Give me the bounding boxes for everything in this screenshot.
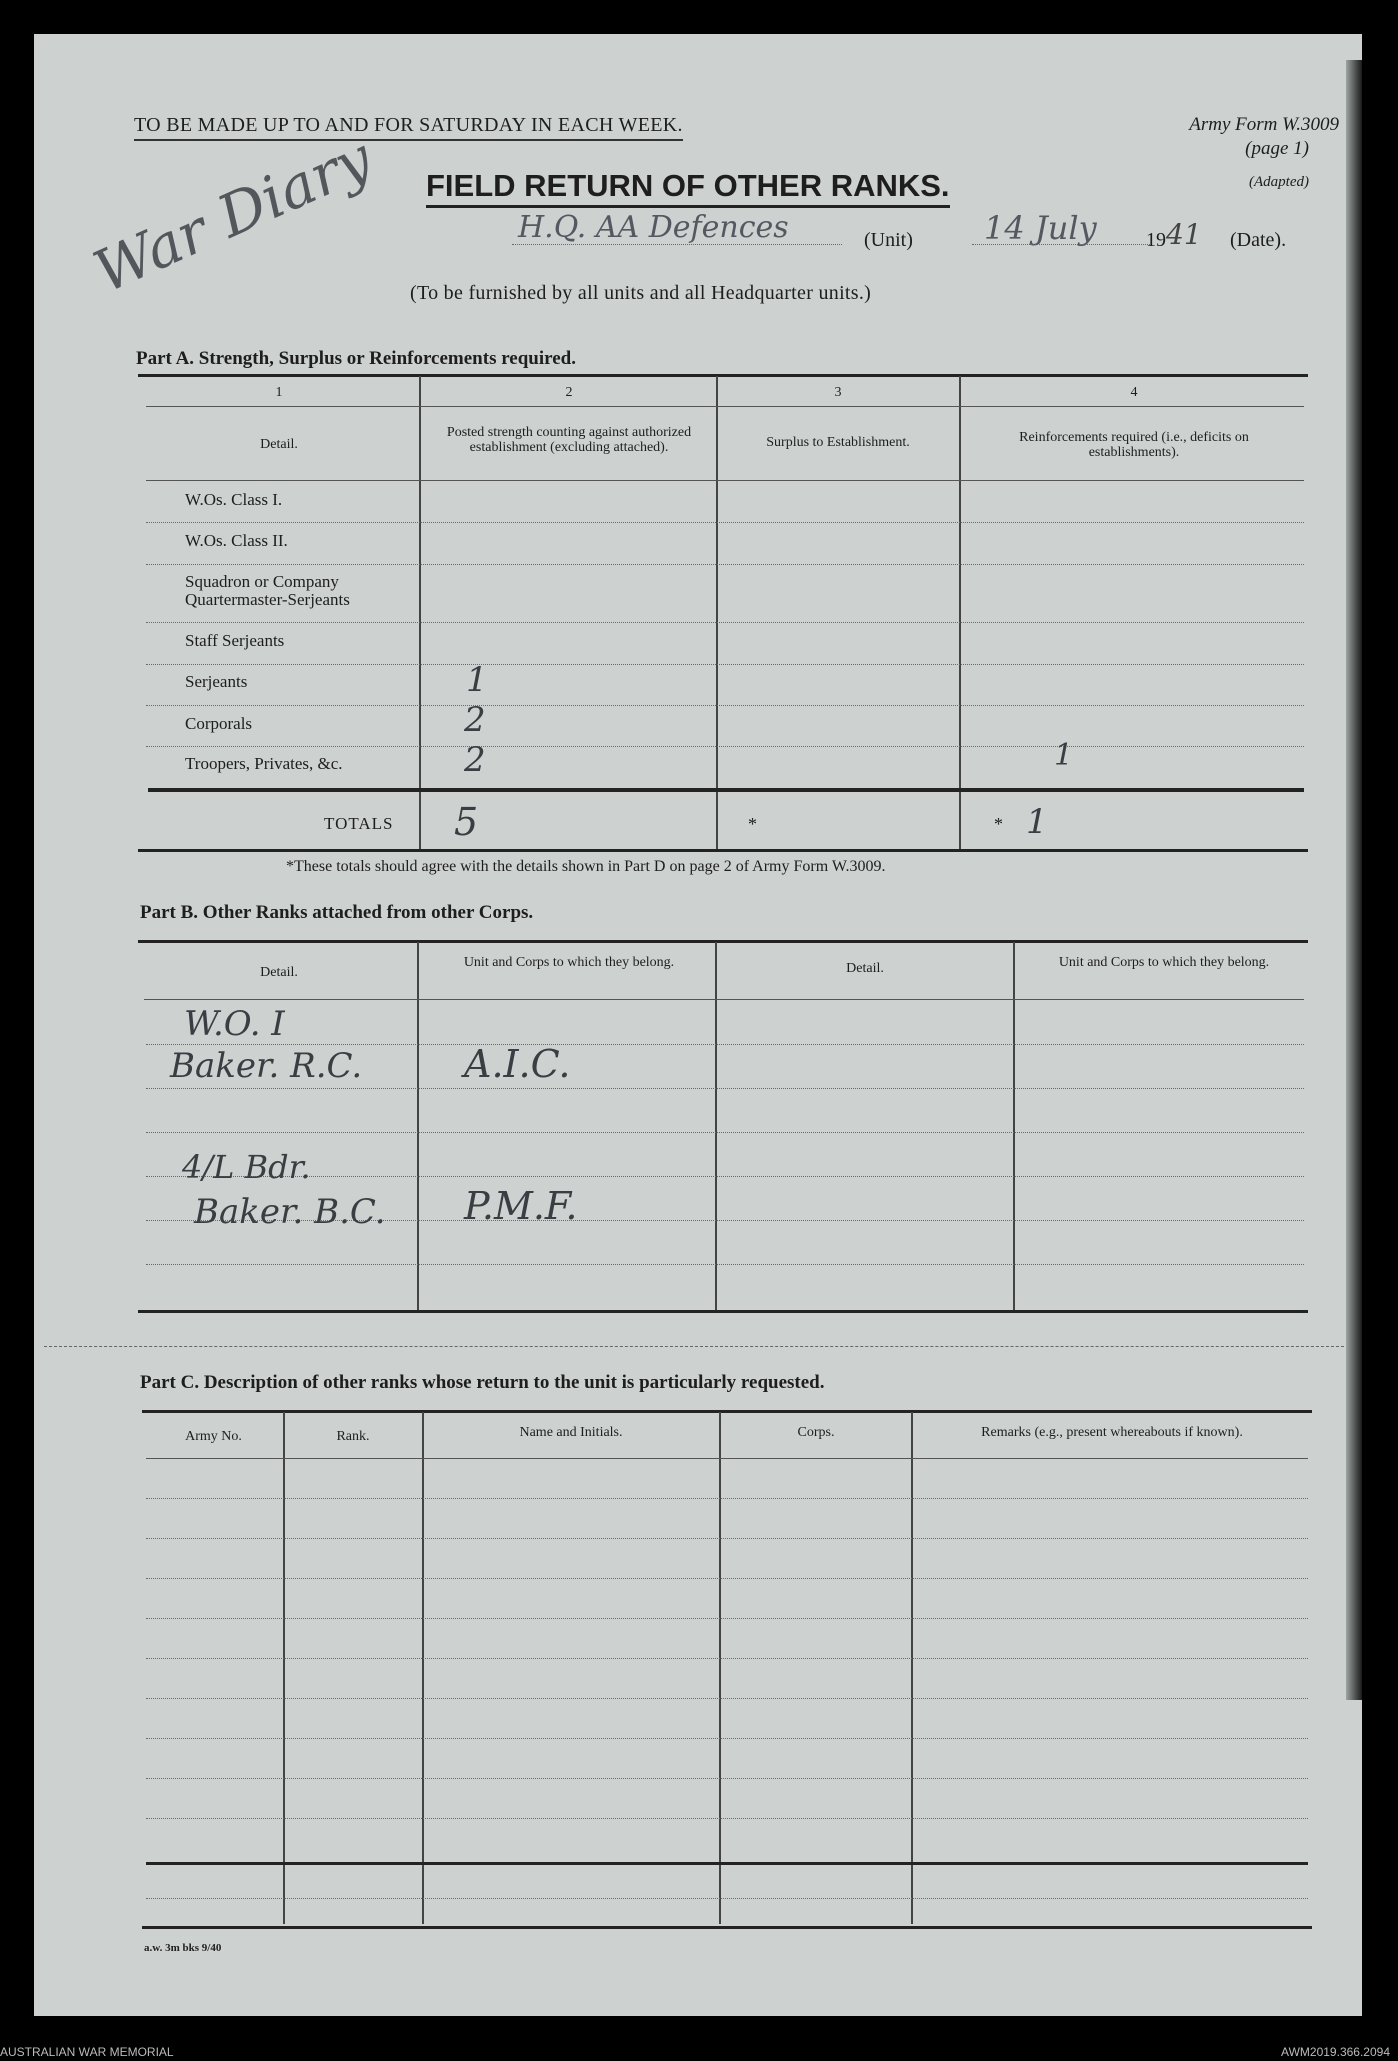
part-a-number-rule bbox=[146, 406, 1304, 407]
part-c-col-divider-4 bbox=[911, 1412, 913, 1924]
unit-label: (Unit) bbox=[864, 229, 913, 251]
row-label-privates: Troopers, Privates, &c. bbox=[185, 754, 343, 773]
part-b-bottom-rule bbox=[138, 1310, 1308, 1313]
part-b-header-unit-1: Unit and Corps to which they belong. bbox=[463, 955, 675, 970]
part-b-header-unit-2: Unit and Corps to which they belong. bbox=[1058, 955, 1270, 970]
subtitle: (To be furnished by all units and all Headquarter units.) bbox=[410, 282, 872, 304]
adapted-label: (Adapted) bbox=[1249, 174, 1309, 190]
attached-1-rank: W.O. I bbox=[184, 1004, 285, 1044]
row-rule bbox=[146, 664, 1304, 665]
row-rule bbox=[146, 1898, 1308, 1899]
part-b-heading: Part B. Other Ranks attached from other Corps. bbox=[140, 902, 534, 923]
part-c-col-divider-2 bbox=[422, 1412, 424, 1924]
print-code: a.w. 3m bks 9/40 bbox=[144, 1942, 222, 1954]
attached-1-name: Baker. R.C. bbox=[170, 1046, 363, 1086]
date-dotted-line bbox=[972, 244, 1152, 245]
part-c-subtotal-rule bbox=[146, 1862, 1308, 1865]
part-a-header-rule bbox=[146, 480, 1304, 481]
part-a-header-surplus: Surplus to Establishment. bbox=[766, 435, 910, 450]
part-a-col-divider-2 bbox=[716, 376, 718, 849]
part-a-top-rule bbox=[138, 374, 1308, 377]
unit-dotted-line bbox=[512, 244, 842, 245]
part-c-header-army-no: Army No. bbox=[185, 1429, 242, 1444]
col-number-1: 1 bbox=[275, 385, 283, 400]
part-a-header-reinf: Reinforcements required (i.e., deficits on establishments). bbox=[1019, 430, 1249, 460]
col-number-3: 3 bbox=[834, 385, 842, 400]
col-number-2: 2 bbox=[565, 385, 573, 400]
row-label-cqms: Squadron or Company Quartermaster-Serjeants bbox=[185, 572, 350, 609]
part-c-header-remarks: Remarks (e.g., present whereabouts if known). bbox=[981, 1425, 1243, 1440]
archive-accession: AWM2019.366.2094 bbox=[1281, 2045, 1390, 2059]
attached-2-unit: P.M.F. bbox=[464, 1184, 578, 1228]
part-b-header-rule bbox=[144, 999, 1304, 1000]
totals-posted: 5 bbox=[454, 800, 479, 844]
part-c-heading: Part C. Description of other ranks whose return to the unit is particularly requested. bbox=[140, 1372, 825, 1393]
year-suffix: 41 bbox=[1166, 218, 1202, 251]
row-rule bbox=[146, 1498, 1308, 1499]
row-rule bbox=[146, 1088, 1304, 1089]
row-rule bbox=[146, 1778, 1308, 1779]
totals-reinf-mark: * bbox=[994, 814, 1003, 834]
attached-2-rank: 4/L Bdr. bbox=[182, 1148, 311, 1186]
row-label-wo-class-1: W.Os. Class I. bbox=[185, 490, 283, 509]
form-sheet bbox=[34, 34, 1362, 2016]
totals-surplus-mark: * bbox=[748, 814, 757, 834]
part-c-col-divider-1 bbox=[283, 1412, 285, 1924]
form-id: Army Form W.3009 bbox=[1189, 114, 1339, 135]
row-rule bbox=[146, 705, 1304, 706]
unit-value: H.Q. AA Defences bbox=[518, 210, 789, 245]
part-a-header-posted: Posted strength counting against authorized establishment (excluding attached). bbox=[446, 425, 692, 455]
row-rule bbox=[146, 1738, 1308, 1739]
part-a-heading: Part A. Strength, Surplus or Reinforcements required. bbox=[136, 348, 576, 369]
posted-corporals: 2 bbox=[464, 700, 486, 740]
part-a-bottom-rule bbox=[138, 849, 1308, 852]
part-a-col-divider-3 bbox=[959, 376, 961, 849]
reinf-privates: 1 bbox=[1054, 738, 1074, 773]
part-b-top-rule bbox=[138, 940, 1308, 943]
part-c-header-rule bbox=[146, 1458, 1308, 1459]
col-number-4: 4 bbox=[1130, 385, 1138, 400]
totals-reinf: 1 bbox=[1026, 802, 1048, 842]
row-rule bbox=[146, 746, 1304, 747]
page-edge-shadow bbox=[1346, 60, 1362, 1700]
row-rule bbox=[146, 1538, 1308, 1539]
part-a-totals-rule bbox=[148, 788, 1304, 792]
part-c-col-divider-3 bbox=[719, 1412, 721, 1924]
row-rule bbox=[146, 1264, 1304, 1265]
part-c-top-rule bbox=[142, 1410, 1312, 1413]
part-a-footnote: *These totals should agree with the details shown in Part D on page 2 of Army Form W.3009. bbox=[286, 858, 886, 875]
posted-privates: 2 bbox=[464, 740, 486, 780]
part-c-header-rank: Rank. bbox=[336, 1429, 370, 1444]
row-label-staff-serjeants: Staff Serjeants bbox=[185, 631, 285, 650]
row-rule bbox=[146, 1044, 1304, 1045]
row-rule bbox=[146, 1698, 1308, 1699]
page-title: FIELD RETURN OF OTHER RANKS. bbox=[426, 168, 950, 208]
attached-1-unit: A.I.C. bbox=[464, 1042, 571, 1086]
archive-caption: AUSTRALIAN WAR MEMORIAL bbox=[0, 2045, 174, 2059]
year-prefix: 19 bbox=[1146, 229, 1166, 251]
part-b-col-divider-2 bbox=[715, 942, 717, 1310]
totals-label: TOTALS bbox=[324, 814, 394, 833]
handwritten-war-diary: War Diary bbox=[84, 123, 382, 307]
part-c-bottom-rule bbox=[142, 1926, 1312, 1929]
page-number: (page 1) bbox=[1245, 138, 1309, 159]
part-b-col-divider-3 bbox=[1013, 942, 1015, 1310]
part-b-col-divider-1 bbox=[417, 942, 419, 1310]
row-rule bbox=[146, 1818, 1308, 1819]
date-value: 14 July bbox=[984, 209, 1097, 247]
part-b-header-detail-1: Detail. bbox=[260, 965, 298, 980]
part-a-col-divider-1 bbox=[419, 376, 421, 849]
attached-2-name: Baker. B.C. bbox=[194, 1192, 386, 1232]
row-rule bbox=[146, 564, 1304, 565]
row-rule bbox=[146, 1618, 1308, 1619]
row-label-serjeants: Serjeants bbox=[185, 672, 248, 691]
part-a-header-detail: Detail. bbox=[260, 437, 298, 452]
row-label-corporals: Corporals bbox=[185, 714, 253, 733]
row-rule bbox=[146, 522, 1304, 523]
posted-serjeants: 1 bbox=[466, 660, 488, 700]
row-rule bbox=[146, 622, 1304, 623]
date-label: (Date). bbox=[1230, 229, 1287, 251]
instruction-line: TO BE MADE UP TO AND FOR SATURDAY IN EACH WEEK. bbox=[134, 114, 683, 141]
part-b-header-detail-2: Detail. bbox=[846, 961, 884, 976]
row-rule bbox=[146, 1658, 1308, 1659]
part-c-header-corps: Corps. bbox=[797, 1425, 835, 1440]
row-rule bbox=[146, 1132, 1304, 1133]
row-rule bbox=[146, 1176, 1304, 1177]
tear-line bbox=[44, 1346, 1354, 1347]
row-rule bbox=[146, 1578, 1308, 1579]
row-label-wo-class-2: W.Os. Class II. bbox=[185, 531, 288, 550]
part-c-header-name: Name and Initials. bbox=[519, 1425, 623, 1440]
